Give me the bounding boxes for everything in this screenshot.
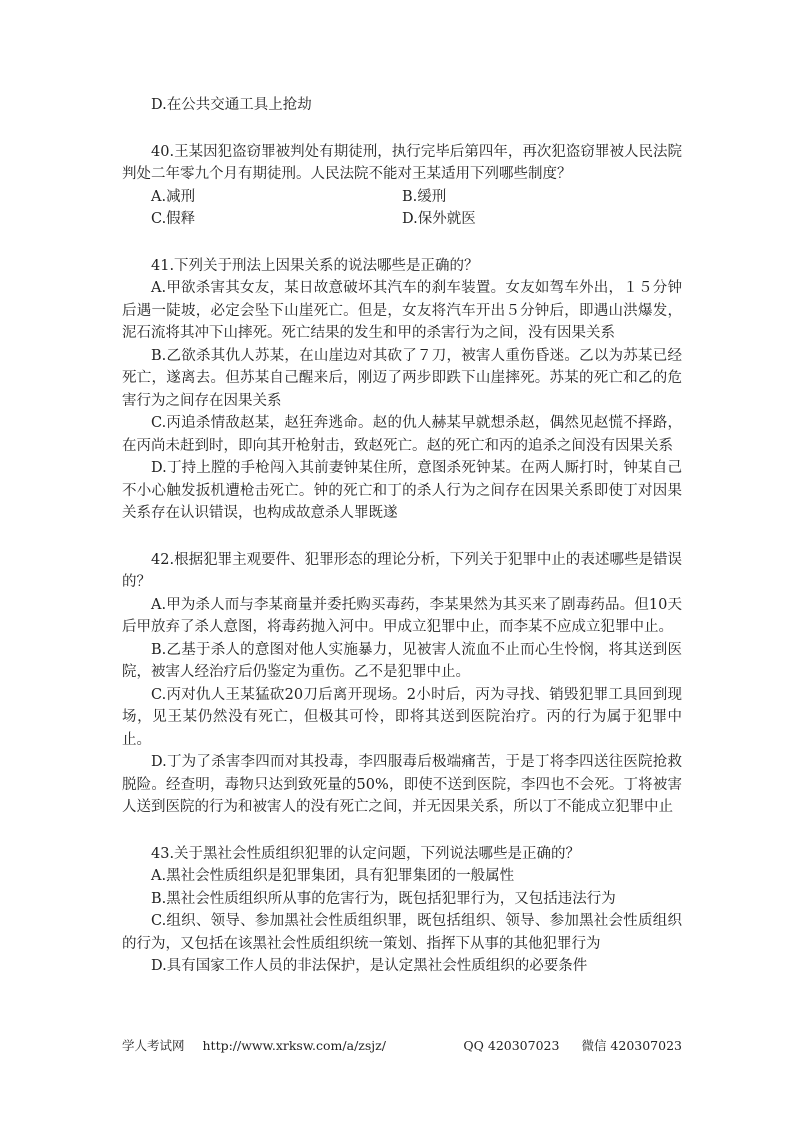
footer-site-name: 学人考试网 bbox=[122, 1038, 185, 1053]
q43-option-a: A.黑社会性质组织是犯罪集团，具有犯罪集团的一般属性 bbox=[151, 868, 515, 884]
footer-left bbox=[122, 1036, 386, 1054]
question-43 bbox=[122, 843, 682, 978]
footer-url-link[interactable]: http://www.xrksw.com/a/zsjz/ bbox=[202, 1038, 386, 1053]
question-41 bbox=[122, 255, 682, 525]
q42-option-a: A.甲为杀人而与李某商量并委托购买毒药，李某果然为其买来了剧毒药品。但10天后甲放弃了杀人意图，将毒药抛入河中。甲成立犯罪中止，而李某不应成立犯罪中止。 bbox=[122, 596, 682, 635]
q42-option-d: D.丁为了杀害李四而对其投毒，李四服毒后极端痛苦，于是丁将李四送往医院抢救脱险。经查明，毒物只达到致死量的50%，即使不送到医院，李四也不会死。丁将被害人送到医院的行为和被害人的没有死亡之间，并无因果关系，所以丁不能成立犯罪中止 bbox=[122, 754, 682, 815]
q40-option-b: B.缓刑 bbox=[402, 188, 447, 205]
q42-option-c: C.丙对仇人王某猛砍20刀后离开现场。2小时后，丙为寻找、销毁犯罪工具回到现场，见王某仍然没有死亡，但极其可怜，即将其送到医院治疗。丙的行为属于犯罪中止。 bbox=[122, 686, 682, 748]
q40-title: 40.王某因犯盗窃罪被判处有期徒刑，执行完毕后第四年，再次犯盗窃罪被人民法院判处二年零九个月有期徒刑。人民法院不能对王某适用下列哪些制度？ bbox=[122, 143, 682, 182]
footer-right bbox=[463, 1036, 682, 1054]
page-content bbox=[122, 94, 682, 978]
q41-option-c: C.丙追杀情敌赵某，赵狂奔逃命。赵的仇人赫某早就想杀赵，偶然见赵慌不择路，在丙尚未赶到时，即向其开枪射击，致赵死亡。赵的死亡和丙的追杀之间没有因果关系 bbox=[122, 415, 682, 454]
q42-option-b: B.乙基于杀人的意图对他人实施暴力，见被害人流血不止而心生怜悯，将其送到医院，被害人经治疗后仍鉴定为重伤。乙不是犯罪中止。 bbox=[122, 641, 682, 680]
question-40 bbox=[122, 141, 682, 231]
q42-title: 42.根据犯罪主观要件、犯罪形态的理论分析，下列关于犯罪中止的表述哪些是错误的？ bbox=[122, 551, 682, 590]
footer-qq: QQ 420307023 bbox=[463, 1038, 560, 1053]
q43-option-b: B.黑社会性质组织所从事的危害行为，既包括犯罪行为，又包括违法行为 bbox=[151, 890, 616, 907]
q43-title: 43.关于黑社会性质组织犯罪的认定问题，下列说法哪些是正确的？ bbox=[151, 845, 581, 862]
q40-option-a: A.减刑 bbox=[151, 188, 196, 205]
page-footer bbox=[122, 1036, 682, 1054]
footer-wechat: 微信 420307023 bbox=[581, 1038, 682, 1053]
q40-options-row2 bbox=[122, 208, 682, 231]
q40-option-d: D.保外就医 bbox=[402, 211, 476, 227]
question-42 bbox=[122, 549, 682, 819]
q43-option-d: D.具有国家工作人员的非法保护，是认定黑社会性质组织的必要条件 bbox=[151, 958, 588, 974]
q41-option-b: B.乙欲杀其仇人苏某，在山崖边对其砍了７刀，被害人重伤昏迷。乙以为苏某已经死亡，遂离去。但苏某自己醒来后，刚迈了两步即跌下山崖摔死。苏某的死亡和乙的危害行为之间存在因果关系 bbox=[122, 347, 682, 409]
q40-options-row1 bbox=[122, 186, 682, 209]
q41-option-a: A.甲欲杀害其女友，某日故意破坏其汽车的刹车装置。女友如驾车外出，１５分钟后遇一陡坡，必定会坠下山崖死亡。但是，女友将汽车开出５分钟后，即遇山洪爆发，泥石流将其冲下山摔死。死亡结果的发生和甲的杀害行为之间，没有因果关系 bbox=[122, 280, 682, 341]
q41-title: 41.下列关于刑法上因果关系的说法哪些是正确的？ bbox=[151, 257, 479, 274]
q41-option-d: D.丁持上膛的手枪闯入其前妻钟某住所，意图杀死钟某。在两人厮打时，钟某自己不小心触发扳机遭枪击死亡。钟的死亡和丁的杀人行为之间存在因果关系即使丁对因果关系存在认识错误，也构成故意杀人罪既遂 bbox=[122, 460, 682, 521]
q43-option-c: C.组织、领导、参加黑社会性质组织罪，既包括组织、领导、参加黑社会性质组织的行为，又包括在该黑社会性质组织统一策划、指挥下从事的其他犯罪行为 bbox=[122, 913, 682, 952]
q40-option-c: C.假释 bbox=[151, 211, 196, 227]
q39-option-d: D.在公共交通工具上抢劫 bbox=[151, 97, 312, 113]
